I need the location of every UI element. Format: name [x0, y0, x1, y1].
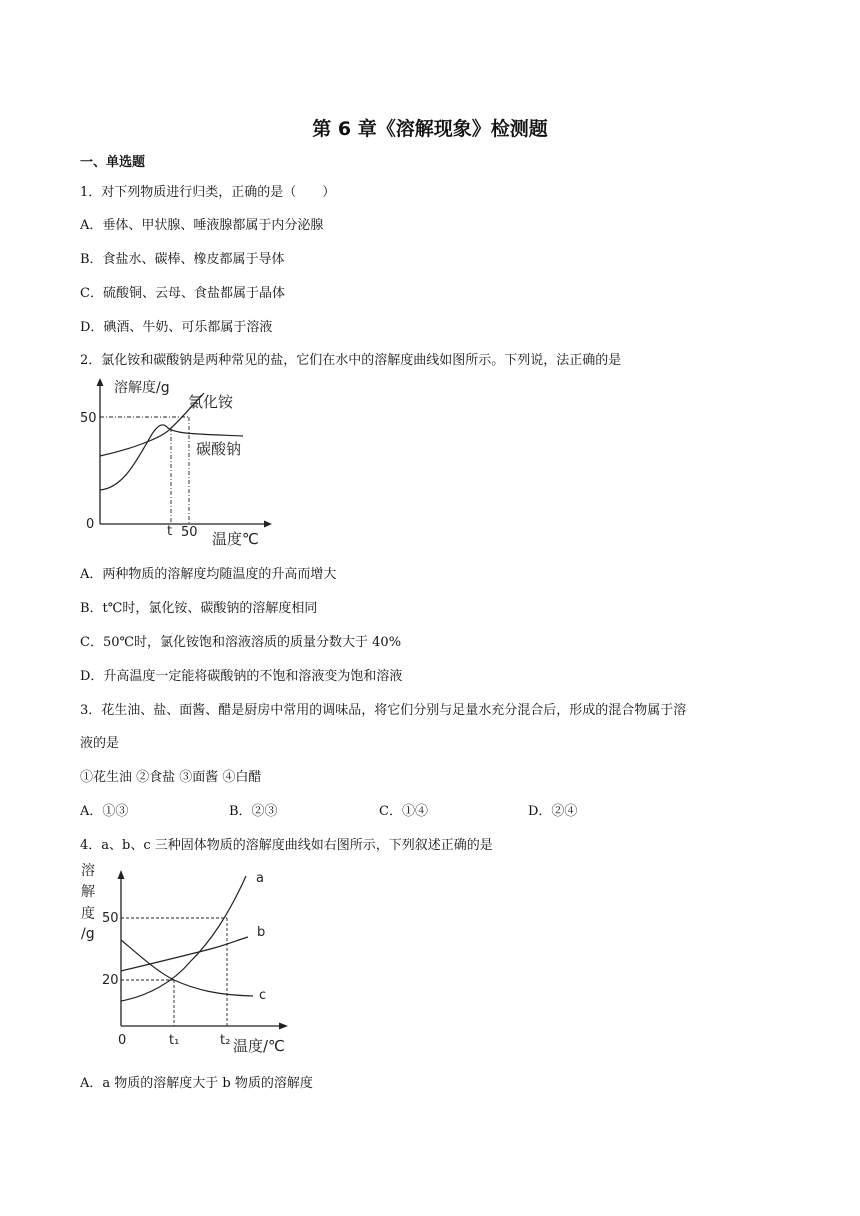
q4-label-c: c [259, 988, 267, 1003]
q2-x-tick-50: 50 [181, 525, 198, 540]
q3-items: ①花生油 ②食盐 ③面酱 ④白醋 [80, 770, 262, 785]
q3-option-a: A．①③ [80, 804, 129, 819]
page-title: 第 6 章《溶解现象》检测题 [312, 118, 548, 140]
q4-label-a: a [256, 871, 264, 886]
q4-x-tick-t2: t₂ [220, 1033, 231, 1048]
q4-y-label-4: /g [81, 926, 95, 942]
q2-option-b: B．t℃时，氯化铵、碳酸钠的溶解度相同 [80, 601, 318, 616]
q4-stem: 4．a、b、c 三种固体物质的溶解度曲线如右图所示，下列叙述正确的是 [80, 838, 493, 853]
q2-stem: 2．氯化铵和碳酸钠是两种常见的盐，它们在水中的溶解度曲线如图所示。下列说，法正确的是 [80, 353, 622, 368]
q4-y-label-1: 溶 [81, 863, 95, 879]
q4-y-tick-50: 50 [102, 911, 119, 926]
section-heading: 一、单选题 [80, 155, 146, 170]
q1-stem: 1．对下列物质进行归类，正确的是（ ） [80, 185, 336, 200]
q2-origin: 0 [86, 517, 95, 532]
q4-x-label: 温度/℃ [233, 1037, 285, 1055]
q4-x-arrow [279, 1023, 288, 1030]
q3-stem-line1: 3．花生油、盐、面酱、醋是厨房中常用的调味品，将它们分别与足量水充分混合后，形成的混合物属于溶 [80, 703, 687, 718]
q4-y-label-3: 度 [81, 906, 95, 922]
q2-y-tick-50: 50 [80, 411, 97, 426]
q4-y-label-2: 解 [81, 884, 95, 900]
q4-curve-b [121, 937, 248, 971]
q1-option-b: B．食盐水、碳棒、橡皮都属于导体 [80, 252, 285, 267]
q2-option-c: C．50℃时，氯化铵饱和溶液溶质的质量分数大于 40% [80, 635, 402, 650]
q2-x-tick-t: t [167, 524, 173, 539]
q3-option-d: D．②④ [528, 804, 578, 819]
q1-option-a: A．垂体、甲状腺、唾液腺都属于内分泌腺 [80, 218, 324, 233]
q3-stem-line2: 液的是 [80, 736, 120, 751]
q2-x-label: 温度℃ [212, 530, 259, 548]
q2-solubility-figure [78, 376, 278, 552]
q3-option-b: B．②③ [229, 804, 278, 819]
q4-label-b: b [257, 925, 266, 940]
q2-x-arrow [264, 521, 272, 528]
q4-origin: 0 [118, 1033, 127, 1048]
q1-option-c: C．硫酸铜、云母、食盐都属于晶体 [80, 286, 285, 301]
q4-solubility-figure [78, 858, 290, 1060]
q4-option-a: A．a 物质的溶解度大于 b 物质的溶解度 [80, 1076, 313, 1091]
q4-y-arrow [118, 870, 125, 879]
q2-y-label: 溶解度/g [114, 380, 170, 396]
q2-label-ammonium-chloride: 氯化铵 [188, 393, 234, 411]
q1-option-d: D．碘酒、牛奶、可乐都属于溶液 [80, 320, 273, 335]
q4-x-tick-t1: t₁ [169, 1033, 180, 1048]
q2-label-sodium-carbonate: 碳酸钠 [196, 440, 242, 458]
q3-option-c: C．①④ [379, 804, 428, 819]
q4-curve-c [121, 940, 253, 996]
q2-option-d: D．升高温度一定能将碳酸钠的不饱和溶液变为饱和溶液 [80, 669, 403, 684]
q4-y-tick-20: 20 [102, 973, 119, 988]
q2-y-arrow [97, 378, 104, 386]
q2-option-a: A．两种物质的溶解度均随温度的升高而增大 [80, 567, 337, 582]
